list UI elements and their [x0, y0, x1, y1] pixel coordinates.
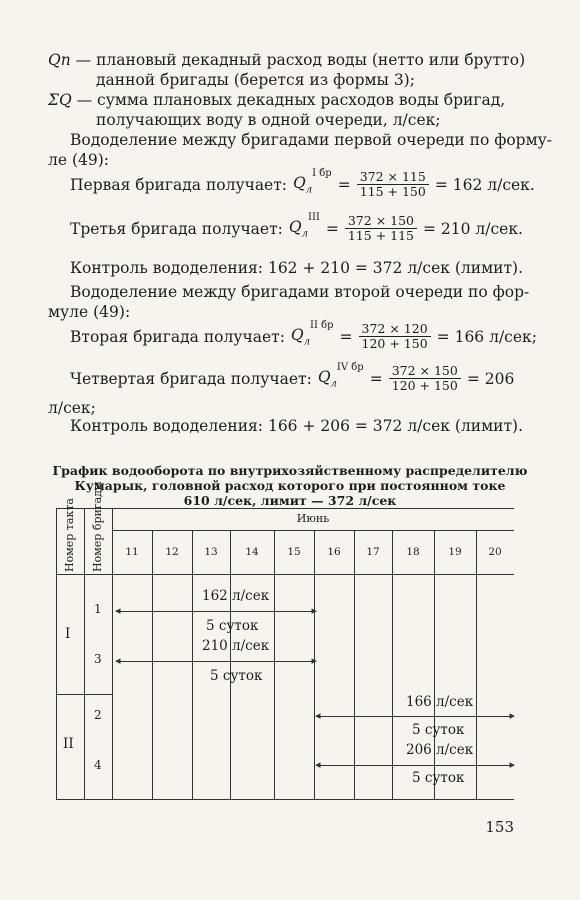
formula-brigade-1: Первая бригада получает: $Q_л^{I бр}$ = $\frac{372 \times 115}{115 + 150}$ = 162 л/сек. [70, 167, 535, 199]
brigade-3-rate: 210 л/сек [202, 638, 270, 654]
formula-4-continuation: л/сек; [48, 399, 96, 417]
q-symbol: $Q_л^{IV бр}$ [317, 361, 364, 390]
col-line [84, 508, 85, 800]
formula-brigade-4: Четвертая бригада получает: $Q_л^{IV бр}$ = $\frac{372 \times 150}{120 + 150}$ = 206 [70, 361, 515, 393]
qp-symbol: Qп [48, 51, 71, 69]
fraction-denominator: 115 + 150 [359, 184, 426, 199]
table-caption-line2: Кумарык, головной расход которого при постоянном токе [74, 478, 506, 493]
page-number: 153 [485, 818, 514, 836]
day-header: 14 [245, 546, 259, 558]
control-line-1: Контроль вододеления: 162 + 210 = 372 л/сек (лимит). [70, 259, 524, 277]
brigade-number: 3 [94, 652, 102, 666]
formula-brigade-2: Вторая бригада получает: $Q_л^{II бр}$ = $\frac{372 \times 120}{120 + 150}$ = 166 л/сек; [70, 319, 537, 351]
brigade-1-days: 5 суток [206, 618, 259, 634]
brigade-3-days: 5 суток [210, 668, 263, 684]
q-symbol: $Q_л^{II бр}$ [290, 319, 334, 348]
table-top-rule [56, 508, 514, 509]
brigade-4-rate: 206 л/сек [406, 742, 474, 758]
sumq-symbol: ΣQ [48, 91, 72, 109]
formula-result: = 166 л/сек; [436, 327, 537, 346]
para1-line2: ле (49): [48, 151, 109, 169]
fraction-numerator: 372 × 115 [357, 170, 429, 185]
day-header: 18 [406, 546, 420, 558]
day-header: 20 [488, 546, 502, 558]
brigade-number: 1 [94, 602, 102, 616]
brigade-3-arrow: ◂ ▸ [115, 654, 317, 667]
fraction-numerator: 372 × 150 [345, 214, 417, 229]
para2-line2: муле (49): [48, 303, 131, 321]
brigade-number: 4 [94, 758, 102, 772]
formula-brigade-3: Третья бригада получает: $Q_л^{III}$ = $\frac{372 \times 150}{115 + 115}$ = 210 л/сек. [70, 211, 523, 243]
brigade-1-arrow: ◂ ▸ [115, 604, 317, 617]
day-header: 16 [327, 546, 341, 558]
brigade-2-arrow: ◂ ▸ [315, 709, 515, 722]
month-rule [112, 530, 514, 531]
control-line-2: Контроль вододеления: 166 + 206 = 372 л/сек (лимит). [70, 417, 524, 435]
day-header: 19 [448, 546, 462, 558]
tact-number: II [63, 736, 74, 752]
fraction [389, 364, 461, 393]
sumq-text-1: — сумма плановых декадных расходов воды бригад, [76, 91, 506, 109]
brigade-number: 2 [94, 708, 102, 722]
q-symbol: $Q_л^{III}$ [288, 211, 320, 240]
table-caption-line3: 610 л/сек, лимит — 372 л/сек [183, 493, 397, 508]
formula-result: = 162 л/сек. [434, 175, 535, 194]
tact-number: I [65, 626, 71, 642]
formula-label: Четвертая бригада получает: [70, 369, 312, 388]
day-header: 17 [366, 546, 380, 558]
para2-line1: Вододеление между бригадами второй очереди по фор- [70, 283, 530, 301]
qp-text-2: данной бригады (берется из формы 3); [96, 71, 415, 89]
month-header: Июнь [296, 512, 330, 525]
brigade-2-rate: 166 л/сек [406, 694, 474, 710]
def-sumq-line [48, 90, 505, 110]
para1-line1: Вододеление между бригадами первой очереди по форму- [70, 131, 552, 149]
fraction [345, 214, 417, 243]
fraction-numerator: 372 × 120 [359, 322, 431, 337]
day-header: 12 [165, 546, 179, 558]
fraction-numerator: 372 × 150 [389, 364, 461, 379]
brigade-1-rate: 162 л/сек [202, 588, 270, 604]
fraction-denominator: 120 + 150 [391, 378, 458, 393]
col-line [56, 508, 57, 800]
header-bottom-rule [56, 574, 514, 575]
brigade-2-days: 5 суток [412, 722, 465, 738]
qp-text-1: — плановый декадный расход воды (нетто или брутто) [75, 51, 526, 69]
header-brigade-number: Номер бригады [91, 481, 104, 572]
formula-label: Вторая бригада получает: [70, 327, 285, 346]
brigade-4-arrow: ◂ ▸ [315, 758, 515, 771]
table-bottom-rule [56, 799, 514, 800]
day-header: 11 [125, 546, 139, 558]
table-caption-line1: График водооборота по внутрихозяйственному распределителю [52, 463, 528, 478]
day-header: 13 [204, 546, 218, 558]
formula-label: Первая бригада получает: [70, 175, 288, 194]
q-symbol: $Q_л^{I бр}$ [293, 167, 332, 196]
formula-result: = 206 [466, 369, 515, 388]
fraction [357, 170, 429, 199]
sumq-text-2: получающих воду в одной очереди, л/сек; [96, 111, 441, 129]
fraction-denominator: 115 + 115 [347, 228, 414, 243]
day-header: 15 [287, 546, 301, 558]
def-qp-line [48, 50, 525, 70]
fraction-denominator: 120 + 150 [361, 336, 428, 351]
formula-result: = 210 л/сек. [423, 219, 523, 238]
brigade-4-days: 5 суток [412, 770, 465, 786]
header-tact-number: Номер такта [63, 498, 76, 572]
formula-label: Третья бригада получает: [70, 219, 283, 238]
fraction [359, 322, 431, 351]
